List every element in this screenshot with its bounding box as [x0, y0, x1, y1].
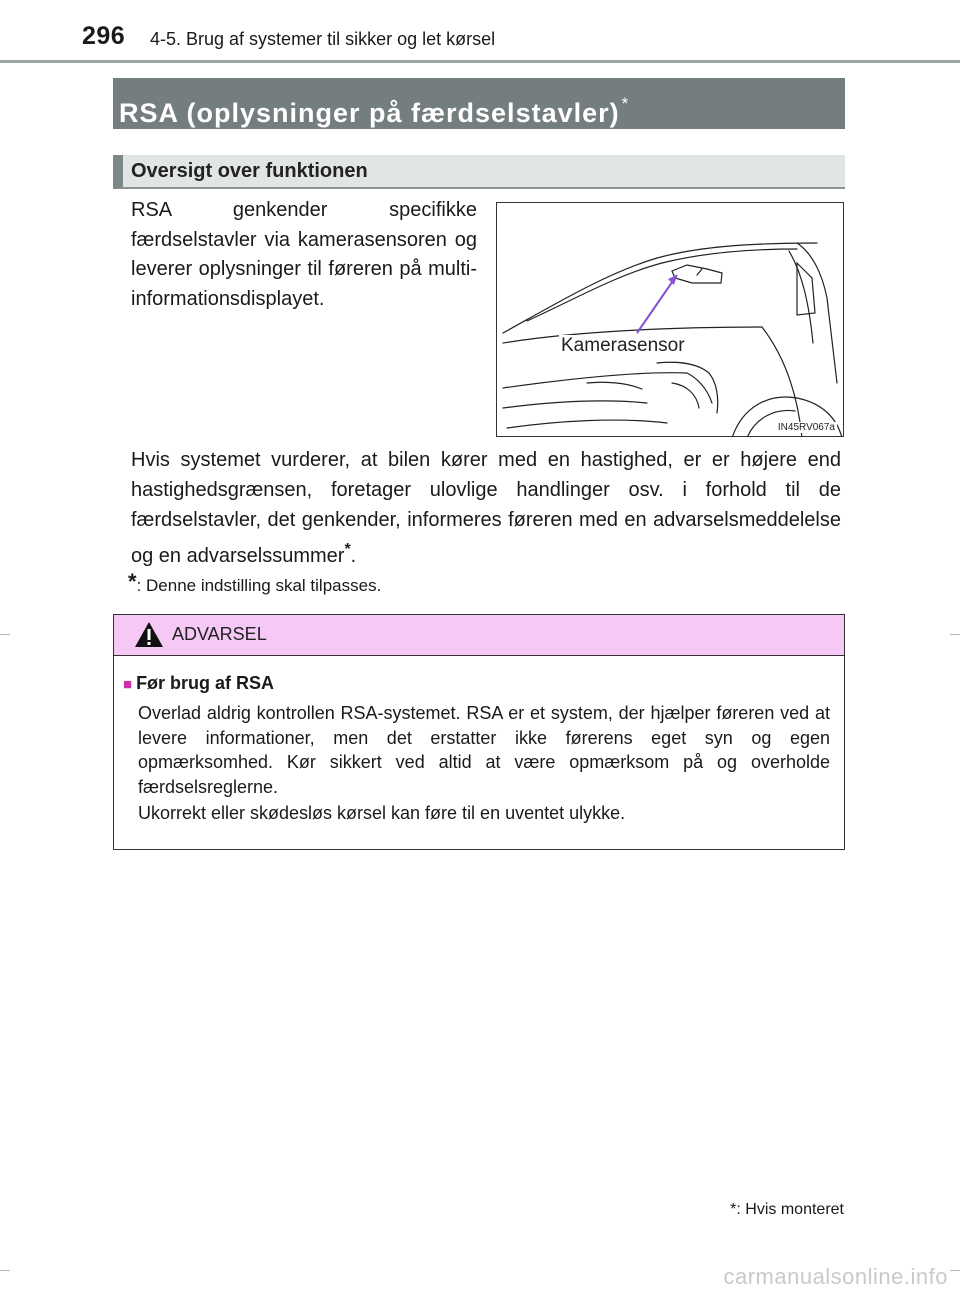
main-period: . — [350, 545, 357, 567]
crop-mark — [950, 634, 960, 635]
warning-title: ADVARSEL — [172, 624, 267, 644]
camera-sensor-illustration — [496, 202, 844, 437]
subsection-title — [113, 155, 845, 189]
main-asterisk: * — [344, 541, 351, 558]
chapter-title: 4-5. Brug af systemer til sikker og let kørsel — [150, 29, 496, 49]
section-title — [113, 78, 845, 129]
intro-paragraph: RSA genkender specifikke færdselstavler via kamerasensoren og leverer oplysninger til føreren på multi-informationsdisplayet. — [131, 199, 477, 310]
footnote-text: : Denne indstilling skal tilpasses. — [136, 576, 382, 595]
watermark: carmanualsonline.info — [723, 1264, 948, 1289]
main-paragraph — [131, 445, 841, 571]
bottom-footnote-text: : Hvis monteret — [736, 1201, 844, 1218]
crop-mark — [0, 1270, 10, 1271]
warning-text: Overlad aldrig kontrollen RSA-systemet. RSA er et system, der hjælper føreren ved at levere informationer, men det erstatter ikke førerens eget syn og egen opmærksomhed. Kør sikkert ved altid at være opmærksom på og overholde færdselsreglerne. — [138, 703, 830, 797]
warning-subheading — [123, 673, 274, 694]
warning-box — [113, 614, 845, 850]
car-windshield-drawing — [497, 203, 844, 437]
section-title-text: RSA (oplysninger på færdselstavler) — [119, 98, 620, 128]
sensor-pointer-arrow — [668, 275, 677, 285]
warning-text-2: Ukorrekt eller skødesløs kørsel kan føre til en uventet ulykke. — [138, 803, 626, 823]
bottom-footnote — [730, 1201, 844, 1219]
bottom-footnote-asterisk: * — [730, 1201, 737, 1218]
footnote-asterisk: * — [128, 569, 137, 594]
crop-mark — [950, 1270, 960, 1271]
section-asterisk: * — [621, 94, 630, 113]
square-bullet-icon: ■ — [123, 676, 133, 693]
page-number: 296 — [82, 22, 126, 50]
subsection-title-text: Oversigt over funktionen — [131, 160, 368, 182]
warning-header — [114, 615, 844, 656]
crop-mark — [0, 634, 10, 635]
sensor-pointer-line — [637, 275, 677, 333]
warning-triangle-icon — [134, 621, 164, 648]
camera-sensor-label: Kamerasensor — [561, 335, 685, 356]
main-paragraph-text: Hvis systemet vurderer, at bilen kører med en hastighed, er er højere end hastighedsgrænsen, foretager ulovlige handlinger osv. i forhold til de færdselstavler, det genkender, informeres føreren med en advarselsmeddelelse og en advarselssummer — [131, 449, 841, 567]
footnote — [128, 569, 381, 596]
warning-subheading-text: Før brug af RSA — [136, 673, 275, 693]
header-rule — [0, 60, 960, 63]
figure-code: IN45RV067a — [777, 422, 835, 433]
